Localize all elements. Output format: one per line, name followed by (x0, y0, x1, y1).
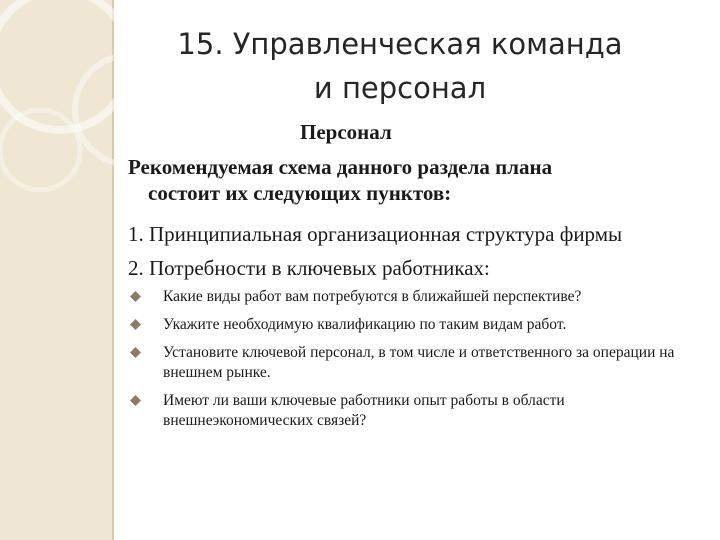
section-subtitle: Персонал (300, 120, 392, 144)
bullet-item (128, 343, 698, 383)
bullet-text: Какие виды работ вам потребуются в ближайшей перспективе? (163, 288, 582, 305)
bullet-text: Укажите необходимую квалификацию по таким видам работ. (163, 316, 567, 333)
intro-line-2: состоит их следующих пунктов: (148, 181, 452, 205)
title-line-1: 15. Управленческая команда (177, 27, 623, 61)
bullet-icon (130, 319, 141, 330)
intro-text (128, 154, 698, 206)
bullet-item (128, 391, 698, 431)
bullet-icon (130, 291, 141, 302)
bullet-icon (130, 347, 141, 358)
bullet-item (128, 315, 698, 335)
bullet-text: Имеют ли ваши ключевые работники опыт работы в области внешнеэкономических связей? (163, 392, 565, 429)
intro-line-1: Рекомендуемая схема данного раздела плана (128, 155, 553, 179)
bullet-icon (130, 395, 141, 406)
slide-title (120, 22, 680, 110)
numbered-item-1: 1. Принципиальная организационная структура фирмы (128, 222, 623, 246)
bullet-text: Установите ключевой персонал, в том числе и ответственного за операции на внешнем рынке. (163, 344, 675, 381)
bullet-list (128, 287, 698, 439)
bullet-item (128, 287, 698, 307)
numbered-item-2: 2. Потребности в ключевых работниках: (128, 256, 490, 280)
title-line-2: и персонал (313, 71, 487, 105)
